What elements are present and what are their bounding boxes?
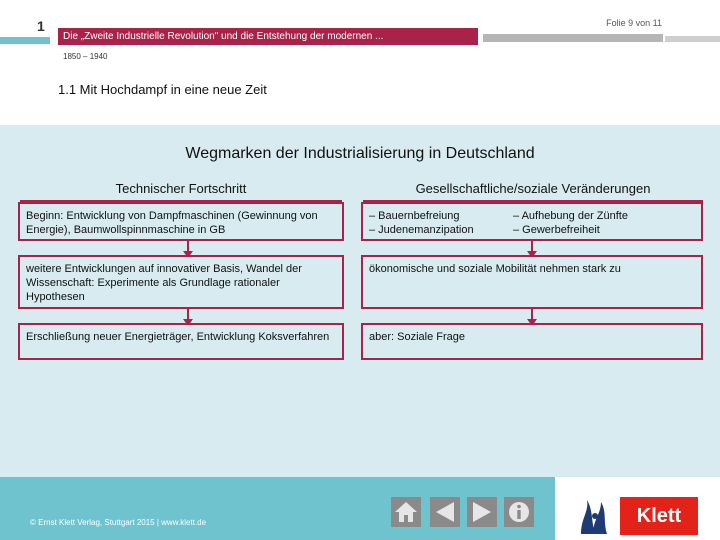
list-item: – Aufhebung der Zünfte (513, 210, 628, 222)
slide-counter: Folie 9 von 11 (606, 18, 662, 28)
left-box-1-text: Beginn: Entwicklung von Dampfmaschinen (Gewinnung von Energie), Baumwollspinnmaschine in GB (26, 210, 318, 236)
home-icon (394, 501, 418, 523)
right-box-1-right-list (513, 209, 628, 234)
diagram-title: Wegmarken der Industrialisierung in Deutschland (185, 145, 535, 162)
right-box-3 (361, 323, 703, 360)
header-divider-dark (483, 34, 663, 42)
info-icon (507, 500, 531, 524)
back-icon (434, 500, 456, 524)
forward-button[interactable] (467, 497, 497, 527)
left-box-3-text: Erschließung neuer Energieträger, Entwicklung Koksverfahren (26, 331, 330, 343)
left-box-2-text: weitere Entwicklungen auf innovativer Basis, Wandel der Wissenschaft: Experimente als Grundlage rationaler Hypothesen (26, 263, 302, 303)
copyright-text: © Ernst Klett Verlag, Stuttgart 2015 | www.klett.de (30, 518, 207, 527)
left-box-1 (18, 202, 344, 241)
forward-icon (471, 500, 493, 524)
chapter-number: 1 (37, 18, 45, 34)
list-item: – Gewerbefreiheit (513, 224, 600, 236)
left-box-3 (18, 323, 344, 360)
klett-logo-text: Klett (620, 497, 698, 535)
right-box-1-left-list (369, 209, 513, 234)
header-title: Die „Zweite Industrielle Revolution" und die Entstehung der modernen ... (58, 28, 478, 45)
right-box-2 (361, 255, 703, 309)
back-button[interactable] (430, 497, 460, 527)
left-box-2 (18, 255, 344, 309)
header-divider-light (665, 36, 720, 42)
teal-accent-bar (0, 37, 50, 44)
section-title: 1.1 Mit Hochdampf in eine neue Zeit (58, 82, 267, 97)
right-box-1 (361, 202, 703, 241)
list-item: – Bauernbefreiung (369, 210, 460, 222)
right-box-2-text: ökonomische und soziale Mobilität nehmen stark zu (369, 263, 621, 275)
klett-emblem-icon (575, 494, 615, 538)
period-label: 1850 – 1940 (63, 52, 108, 61)
klett-logo[interactable] (570, 490, 700, 540)
list-item: – Judenemanzipation (369, 224, 474, 236)
right-column-heading: Gesellschaftliche/soziale Veränderungen (363, 176, 703, 202)
info-button[interactable] (504, 497, 534, 527)
home-button[interactable] (391, 497, 421, 527)
right-box-3-text: aber: Soziale Frage (369, 331, 465, 343)
left-column-heading: Technischer Fortschritt (20, 176, 342, 202)
